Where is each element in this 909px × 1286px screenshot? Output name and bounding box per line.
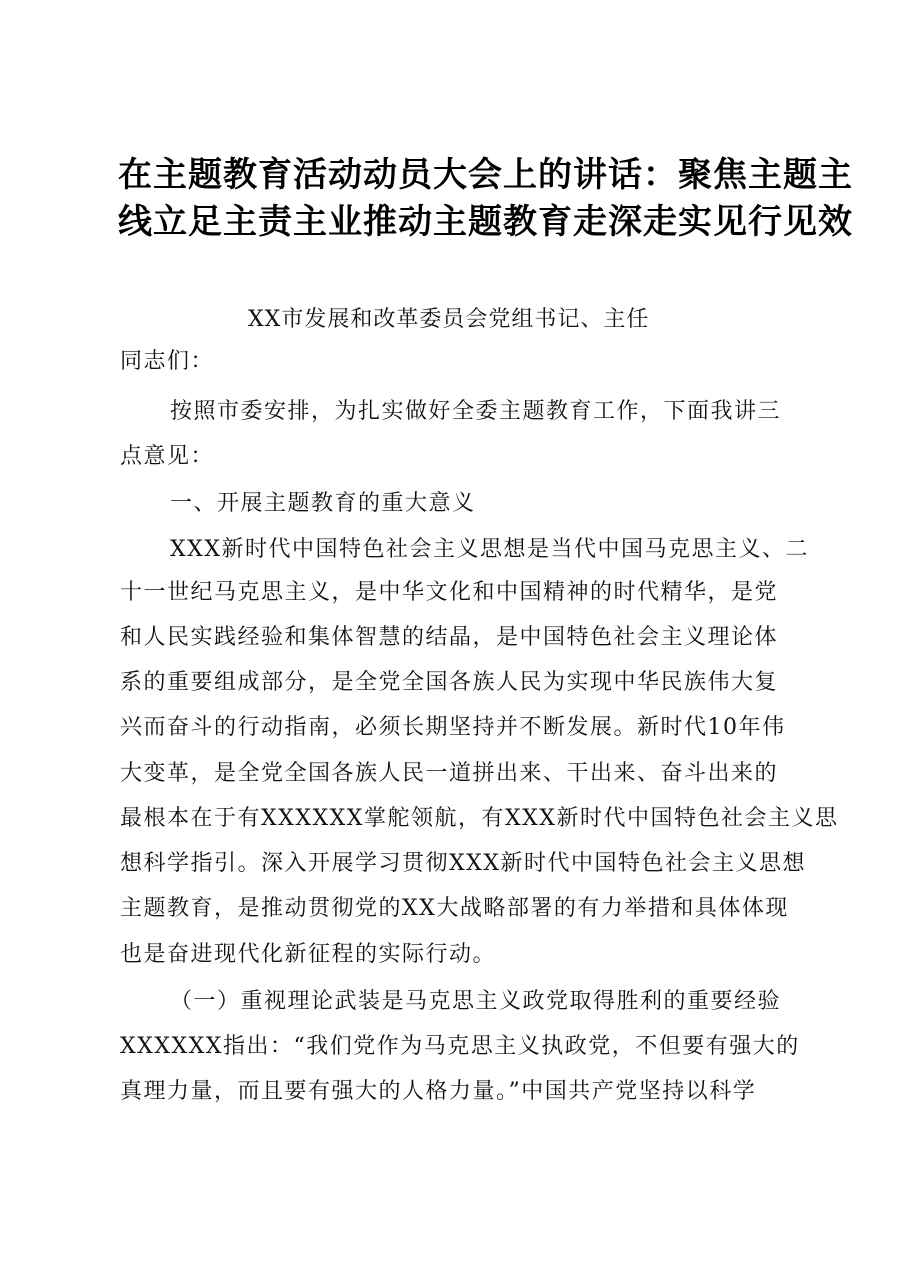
paragraph-line: XXX新时代中国特色社会主义思想是当代中国马克思主义、二 <box>170 537 809 562</box>
document-title <box>118 152 853 246</box>
author-line: XX市发展和改革委员会党组书记、主任 <box>248 307 650 332</box>
paragraph-line: 和人民实践经验和集体智慧的结晶，是中国特色社会主义理论体 <box>120 625 779 650</box>
paragraph-line: 也是奋进现代化新征程的实际行动。 <box>120 942 497 967</box>
paragraph-line: 大变革，是全党全国各族人民一道拼出来、干出来、奋斗出来的 <box>120 761 779 786</box>
paragraph-line: 想科学指引。深入开展学习贯彻XXX新时代中国特色社会主义思想 <box>120 851 806 876</box>
paragraph-line: 真理力量，而且要有强大的人格力量。”中国共产党坚持以科学 <box>120 1079 757 1104</box>
title-line-1: 在主题教育活动动员大会上的讲话：聚焦主题主 <box>118 155 853 195</box>
subsection-heading: （一）重视理论武装是马克思主义政党取得胜利的重要经验 <box>170 989 782 1014</box>
paragraph-line: 兴而奋斗的行动指南，必须长期坚持并不断发展。新时代10年伟 <box>120 715 786 740</box>
paragraph-line: XXXXXX指出：“我们党作为马克思主义执政党，不但要有强大的 <box>120 1034 800 1059</box>
paragraph-line: 最根本在于有XXXXXX掌舵领航，有XXX新时代中国特色社会主义思 <box>120 806 839 831</box>
paragraph-line: 主题教育，是推动贯彻党的XX大战略部署的有力举措和具体体现 <box>120 896 789 921</box>
paragraph-line: 十一世纪马克思主义，是中华文化和中国精神的时代精华，是党 <box>120 580 779 605</box>
section-heading: 一、开展主题教育的重大意义 <box>170 491 476 516</box>
salutation: 同志们： <box>120 349 215 374</box>
paragraph-line: 系的重要组成部分，是全党全国各族人民为实现中华民族伟大复 <box>120 670 779 695</box>
title-line-2: 线立足主责主业推动主题教育走深走实见行见效 <box>118 202 853 242</box>
paragraph-line: 点意见： <box>120 444 215 469</box>
paragraph-line: 按照市委安排，为扎实做好全委主题教育工作，下面我讲三 <box>170 399 782 424</box>
